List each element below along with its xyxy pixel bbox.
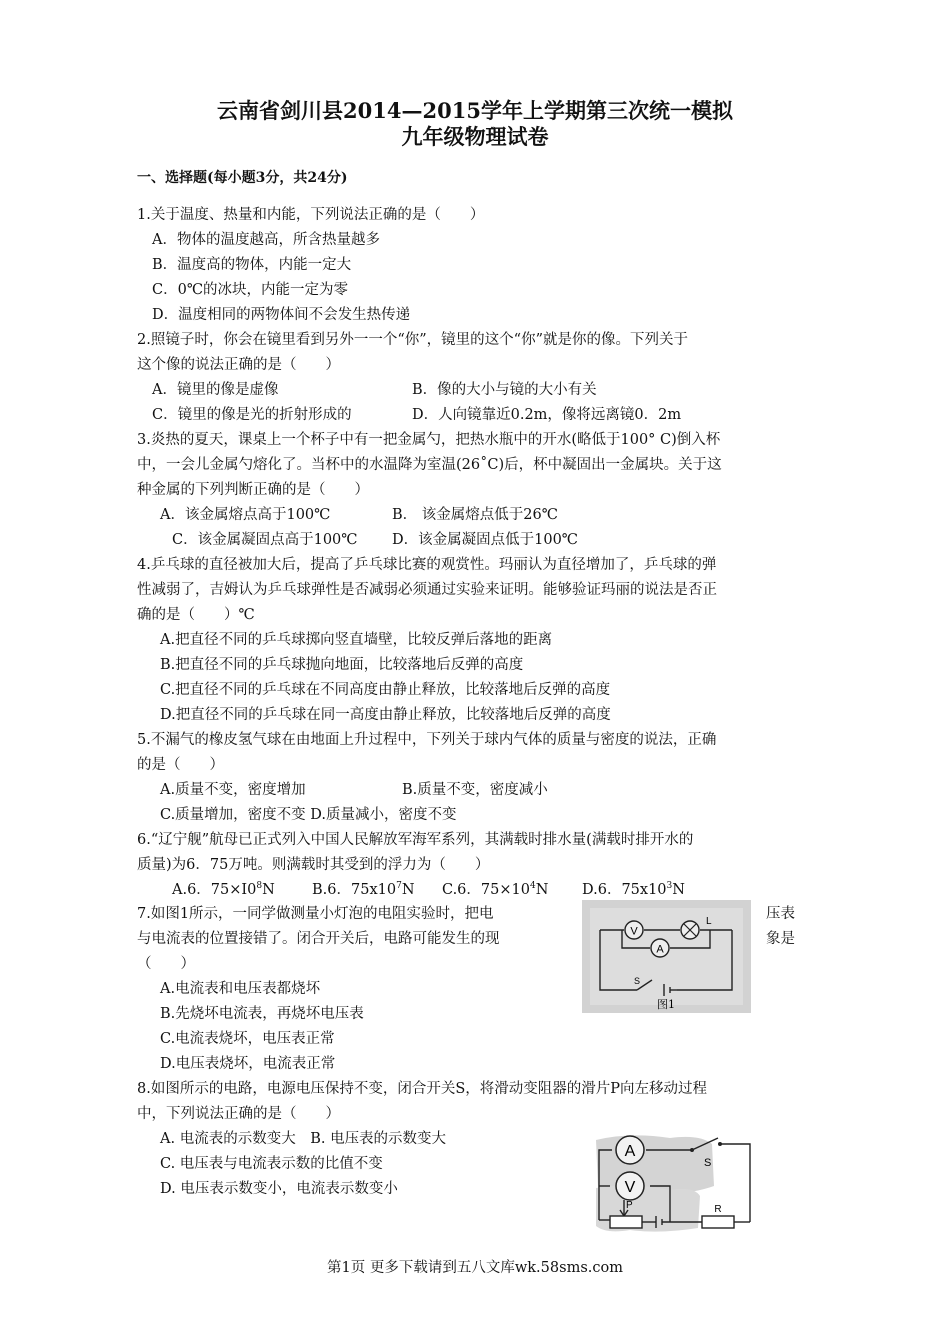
q8-stem-2: 中，下列说法正确的是（ ）: [137, 1106, 340, 1122]
q6-option-b: B.6．$75x10^7N$: [312, 881, 415, 898]
rheostat-symbol: [610, 1216, 642, 1228]
figure-2-label-s: S: [704, 1157, 712, 1169]
q5-stem-1: 5.不漏气的橡皮氢气球在由地面上升过程中，下列关于球内气体的质量与密度的说法，正确: [137, 732, 717, 748]
q2-option-a: A．镜里的像是虚像: [152, 382, 279, 398]
q6-option-a: A.6．$75\times I0^8N$: [172, 881, 275, 898]
q2-option-b: B．像的大小与镜的大小有关: [412, 382, 597, 398]
q2-stem-1: 2.照镜子时，你会在镜里看到另外一一个“你”，镜里的这个“你”就是你的像。下列关于: [137, 332, 688, 348]
q1-option-c: C．0℃的冰块，内能一定为零: [152, 282, 349, 298]
q4-stem-2: 性减弱了，吉姆认为乒乓球弹性是否减弱必须通过实验来证明。能够验证玛丽的说法是否正: [137, 582, 717, 598]
q1-option-d: D．温度相同的两物体间不会发生热传递: [152, 307, 411, 323]
q7-option-a: A.电流表和电压表都烧坏: [160, 981, 321, 997]
section-heading: 一、选择题(每小题3分，共24分): [137, 170, 348, 186]
figure-1-caption: 图1: [657, 998, 675, 1011]
figure-2-label-r: R: [714, 1204, 722, 1215]
q4-option-b: B.把直径不同的乒乓球抛向地面，比较落地后反弹的高度: [160, 657, 524, 673]
q7-stem-2b: 象是: [766, 931, 795, 947]
q1-option-a: A．物体的温度越高，所含热量越多: [152, 232, 380, 248]
q6-stem-2: 质量)为6．75万吨。则满载时其受到的浮力为（ ）: [137, 857, 490, 873]
q8-stem-1: 8.如图所示的电路，电源电压保持不变，闭合开关S，将滑动变阻器的滑片P向左移动过程: [137, 1081, 708, 1097]
q8-option-d: D. 电压表示数变小，电流表示数变小: [160, 1181, 398, 1197]
page-footer: 第1页 更多下载请到五八文库wk.58sms.com: [327, 1260, 623, 1276]
q4-stem-3: 确的是（ ）℃: [137, 607, 255, 623]
figure-1-label-l: L: [706, 916, 712, 927]
q8-option-c: C. 电压表与电流表示数的比值不变: [160, 1156, 383, 1172]
figure-1-circuit: [582, 900, 751, 1013]
figure-1-label-s: S: [634, 976, 641, 986]
q3-option-c: C．该金属凝固点高于100℃: [172, 532, 358, 548]
q1-option-b: B．温度高的物体，内能一定大: [152, 257, 352, 273]
q3-stem-1: 3.炎热的夏天，课桌上一个杯子中有一把金属勺，把热水瓶中的开水(略低于100° C)倒入杯: [137, 432, 721, 448]
figure-2-label-v: V: [624, 1179, 636, 1196]
q4-stem-1: 4.乒乓球的直径被加大后，提高了乒乓球比赛的观赏性。玛丽认为直径增加了，乒乓球的弹: [137, 557, 717, 573]
q8-option-ab: A. 电流表的示数变大 B. 电压表的示数变大: [160, 1131, 447, 1147]
q3-stem-3: 种金属的下列判断正确的是（ ）: [137, 482, 369, 498]
q2-option-c: C．镜里的像是光的折射形成的: [152, 407, 352, 423]
figure-2-label-a: A: [624, 1143, 636, 1160]
q5-option-cd: C.质量增加，密度不变 D.质量减小，密度不变: [160, 807, 457, 823]
q7-stem-1b: 压表: [766, 906, 795, 922]
q7-option-c: C.电流表烧坏，电压表正常: [160, 1031, 335, 1047]
q5-option-b: B.质量不变，密度减小: [402, 782, 548, 798]
figure-2-circuit: [590, 1130, 765, 1240]
q7-option-d: D.电压表烧坏，电流表正常: [160, 1056, 336, 1072]
q3-option-a: A．该金属熔点高于100℃: [160, 507, 331, 523]
figure-1-label-a: A: [656, 943, 664, 956]
q3-option-d: D．该金属凝固点低于100℃: [392, 532, 579, 548]
q3-stem-2: 中，一会儿金属勺熔化了。当杯中的水温降为室温(26˚C)后，杯中凝固出一金属块。关于这: [137, 457, 722, 473]
figure-1-label-v: V: [630, 925, 638, 938]
q1-stem: 1.关于温度、热量和内能，下列说法正确的是（ ）: [137, 207, 485, 223]
title-line-2: 九年级物理试卷: [401, 124, 549, 149]
q2-stem-2: 这个像的说法正确的是（ ）: [137, 357, 340, 373]
q2-option-d: D．人向镜靠近0.2m，像将远离镜0．2m: [412, 407, 682, 423]
q5-stem-2: 的是（ ）: [137, 757, 224, 773]
q7-option-b: B.先烧坏电流表，再烧坏电压表: [160, 1006, 364, 1022]
q6-option-d: D.6．$75x10^3N$: [582, 881, 685, 898]
q3-option-b: B． 该金属熔点低于26℃: [392, 507, 558, 523]
q7-stem-1a: 7.如图1所示，一同学做测量小灯泡的电阻实验时，把电: [137, 906, 494, 922]
resistor-symbol: [702, 1216, 734, 1228]
figure-2-label-p: P: [626, 1200, 633, 1211]
q6-stem-1: 6.“辽宁舰”航母已正式列入中国人民解放军海军系列，其满载时排水量(满载时排开水的: [137, 832, 694, 848]
q4-option-d: D.把直径不同的乒乓球在同一高度由静止释放，比较落地后反弹的高度: [160, 707, 611, 723]
q4-option-a: A.把直径不同的乒乓球掷向竖直墙壁，比较反弹后落地的距离: [160, 632, 553, 648]
q5-option-a: A.质量不变，密度增加: [160, 782, 306, 798]
q6-option-c: C.6．$75\times 10^4N$: [442, 881, 549, 898]
title-line-1: 云南省剑川县2014—2015学年上学期第三次统一模拟: [217, 98, 733, 123]
q4-option-c: C.把直径不同的乒乓球在不同高度由静止释放，比较落地后反弹的高度: [160, 682, 611, 698]
q7-stem-2a: 与电流表的位置接错了。闭合开关后，电路可能发生的现: [137, 931, 500, 947]
q7-stem-3: （ ）: [137, 956, 195, 972]
